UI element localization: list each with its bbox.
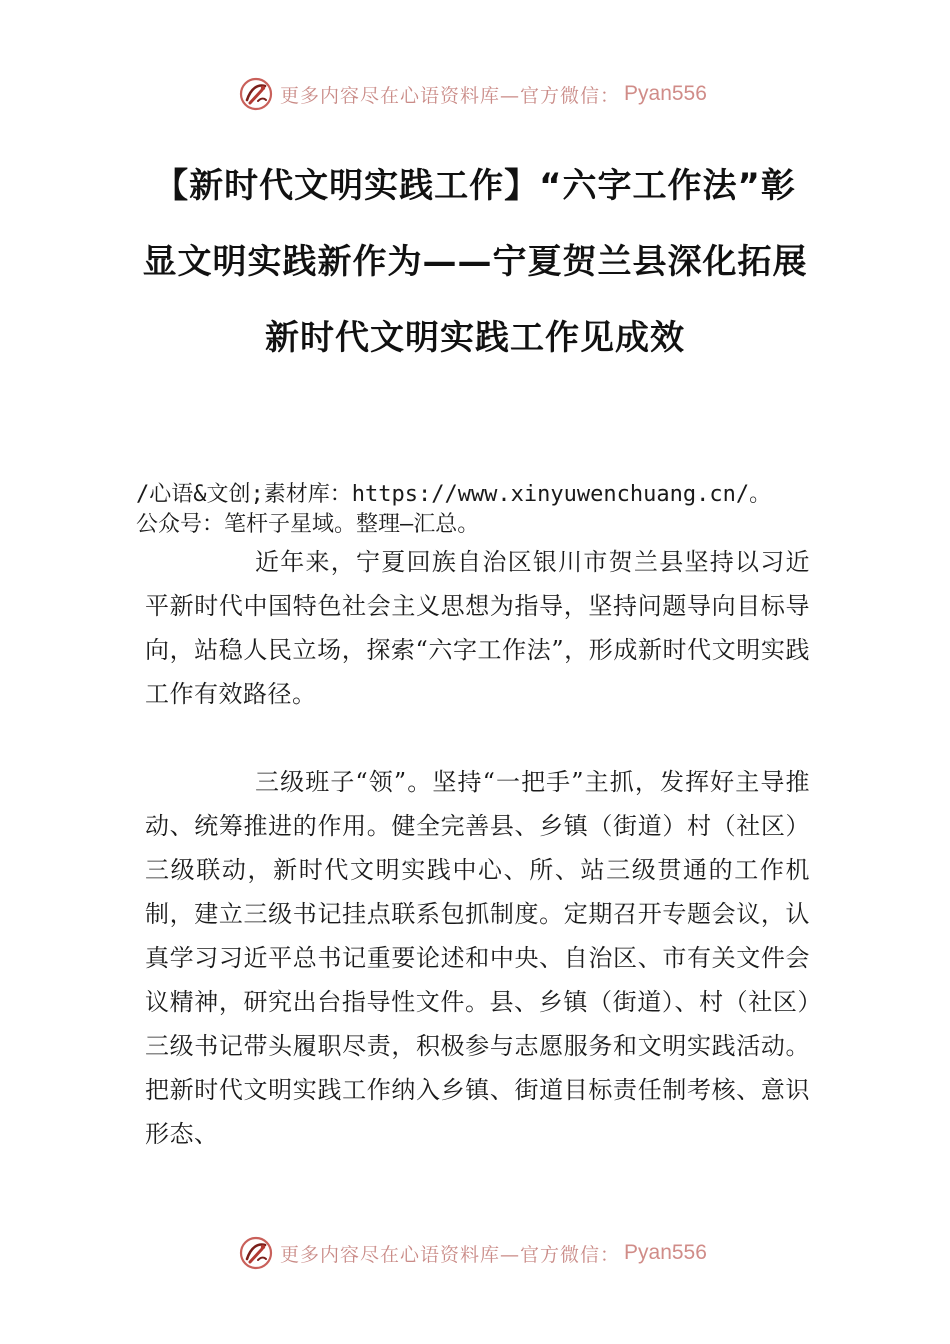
document-title: 【新时代文明实践工作】“六字工作法”彰显文明实践新作为——宁夏贺兰县深化拓展新时代文明实践工作见成效 — [142, 166, 808, 358]
calligraphy-seal-icon — [238, 76, 274, 112]
calligraphy-seal-icon — [238, 1235, 274, 1271]
watermark-wechat-id: Pyan556 — [624, 1241, 707, 1264]
watermark-text: 更多内容尽在心语资料库—官方微信： — [280, 1243, 621, 1266]
watermark-wechat-id: Pyan556 — [624, 82, 707, 105]
body-paragraph-leadership: 三级班子“领”。坚持“一把手”主抓，发挥好主导推动、统筹推进的作用。健全完善县、乡镇（街道）村（社区）三级联动，新时代文明实践中心、所、站三级贯通的工作机制，建立三级书记挂点联系包抓制度。定期召开专题会议，认真学习习近平总书记重要论述和中央、自治区、市有关文件会议精神，研究出台指导性文件。县、乡镇（街道）、村（社区）三级书记带头履职尽责，积极参与志愿服务和文明实践活动。把新时代文明实践工作纳入乡镇、街道目标责任制考核、意识形态、 — [145, 768, 810, 1148]
header-watermark — [238, 74, 758, 114]
watermark-text: 更多内容尽在心语资料库—官方微信： — [280, 84, 621, 107]
body-paragraph-intro: 近年来，宁夏回族自治区银川市贺兰县坚持以习近平新时代中国特色社会主义思想为指导，坚持问题导向目标导向，站稳人民立场，探索“六字工作法”，形成新时代文明实践工作有效路径。 — [145, 548, 810, 708]
source-line-url: /心语&文创;素材库：https://www.xinyuwenchuang.cn/。 — [136, 482, 772, 507]
source-line-account: 公众号：笔杆子星域。整理—汇总。 — [136, 512, 480, 537]
source-info — [136, 480, 826, 540]
footer-watermark — [238, 1233, 758, 1273]
